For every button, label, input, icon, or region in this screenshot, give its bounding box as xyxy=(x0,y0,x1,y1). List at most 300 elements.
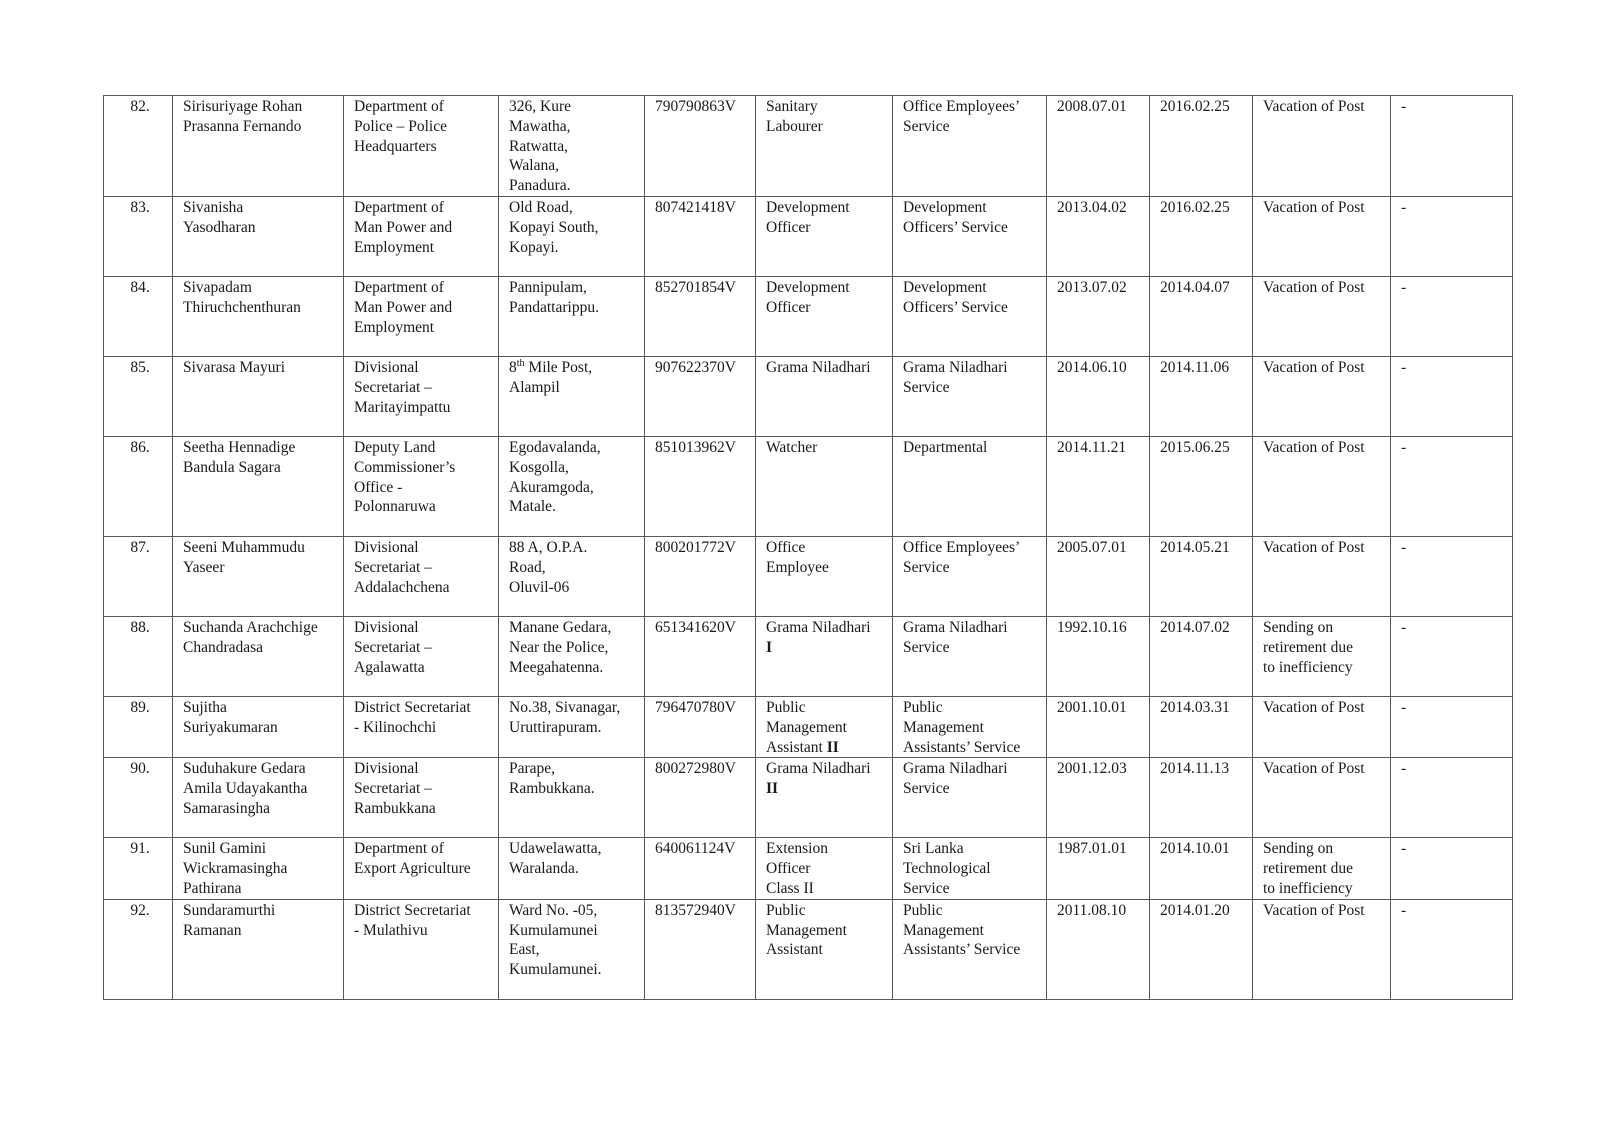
service-cell xyxy=(893,96,1047,197)
office-cell xyxy=(344,96,499,197)
table-row xyxy=(104,838,1513,899)
nic-cell xyxy=(645,536,756,616)
serial-number-cell xyxy=(104,616,173,696)
office-cell xyxy=(344,276,499,356)
appointed-date: 1992.10.16 xyxy=(1057,618,1127,636)
cell-line: Sivapadam xyxy=(183,278,252,296)
reason-cell xyxy=(1253,436,1391,536)
office-cell xyxy=(344,899,499,999)
cell-line: Management xyxy=(766,718,847,736)
cell-line: Sri Lanka xyxy=(903,840,964,858)
appointed-date-cell xyxy=(1047,899,1150,999)
cell-line: Export Agriculture xyxy=(354,860,471,878)
vacated-date: 2016.02.25 xyxy=(1160,98,1230,115)
cell-line: Officers’ Service xyxy=(903,218,1008,236)
vacated-date-cell xyxy=(1150,276,1253,356)
cell-line: Development xyxy=(903,278,987,296)
cell-line: Panadura. xyxy=(509,177,571,195)
remarks-cell xyxy=(1391,436,1513,536)
vacated-date-cell xyxy=(1150,696,1253,757)
cell-line: Class II xyxy=(766,879,814,897)
cell-line: Vacation of Post xyxy=(1263,198,1365,216)
address-cell xyxy=(499,838,645,899)
cell-line: Divisional xyxy=(354,618,419,636)
cell-line: Waralanda. xyxy=(509,860,579,878)
cell-line: Wickramasingha xyxy=(183,860,288,878)
cell-line: Vacation of Post xyxy=(1263,98,1365,115)
nic-cell xyxy=(645,838,756,899)
office-cell xyxy=(344,436,499,536)
cell-line: East, xyxy=(509,941,540,959)
cell-line: Alampil xyxy=(509,378,560,396)
serial-number: 92. xyxy=(130,901,150,919)
post-cell xyxy=(756,276,893,356)
cell-line: Technological xyxy=(903,860,991,878)
cell-line: Assistant xyxy=(766,941,823,959)
post-cell xyxy=(756,758,893,838)
serial-number: 86. xyxy=(130,438,150,456)
cell-line: Departmental xyxy=(903,438,988,456)
appointed-date: 2014.06.10 xyxy=(1057,358,1127,376)
cell-line: Rambukkana xyxy=(354,799,436,817)
nic-cell xyxy=(645,696,756,757)
cell-line: Kumulamunei. xyxy=(509,961,602,979)
nic-cell xyxy=(645,96,756,197)
records-table-body xyxy=(104,96,1513,1000)
cell-line: - Kilinochchi xyxy=(354,718,437,736)
name-cell xyxy=(173,899,344,999)
cell-line: Assistants’ Service xyxy=(903,738,1021,756)
cell-line: Yaseer xyxy=(183,558,225,576)
cell-line: Sujitha xyxy=(183,698,227,716)
cell-line: Suriyakumaran xyxy=(183,718,278,736)
reason-cell xyxy=(1253,899,1391,999)
serial-number-cell xyxy=(104,758,173,838)
cell-line: Public xyxy=(766,698,806,716)
remarks: - xyxy=(1401,358,1407,376)
name-cell xyxy=(173,758,344,838)
remarks: - xyxy=(1401,538,1407,556)
nic-number: 800201772V xyxy=(655,538,736,556)
vacated-date: 2015.06.25 xyxy=(1160,438,1230,456)
appointed-date-cell xyxy=(1047,536,1150,616)
remarks-cell xyxy=(1391,696,1513,757)
table-row xyxy=(104,96,1513,197)
serial-number: 91. xyxy=(130,840,150,858)
cell-line: Department of xyxy=(354,278,444,296)
vacated-date: 2014.01.20 xyxy=(1160,901,1230,919)
appointed-date: 2008.07.01 xyxy=(1057,98,1127,115)
cell-line: Department of xyxy=(354,198,444,216)
table-row xyxy=(104,356,1513,436)
cell-line: Kopayi. xyxy=(509,238,559,256)
remarks: - xyxy=(1401,760,1407,778)
cell-line: Management xyxy=(903,718,984,736)
serial-number-cell xyxy=(104,838,173,899)
post-cell xyxy=(756,436,893,536)
service-cell xyxy=(893,616,1047,696)
vacated-date-cell xyxy=(1150,356,1253,436)
service-cell xyxy=(893,276,1047,356)
appointed-date-cell xyxy=(1047,196,1150,276)
remarks-cell xyxy=(1391,96,1513,197)
cell-line: Service xyxy=(903,879,950,897)
service-cell xyxy=(893,899,1047,999)
cell-line: Udawelawatta, xyxy=(509,840,602,858)
cell-line: Sirisuriyage Rohan xyxy=(183,98,303,115)
cell-line: Development xyxy=(766,198,850,216)
service-cell xyxy=(893,536,1047,616)
nic-number: 640061124V xyxy=(655,840,736,858)
appointed-date: 2001.10.01 xyxy=(1057,698,1127,716)
serial-number-cell xyxy=(104,696,173,757)
cell-line: Mawatha, xyxy=(509,117,571,135)
cell-line: Sending on xyxy=(1263,618,1334,636)
post-cell xyxy=(756,616,893,696)
serial-number: 84. xyxy=(130,278,150,296)
reason-cell xyxy=(1253,356,1391,436)
vacated-date: 2014.11.13 xyxy=(1160,760,1230,778)
nic-number: 796470780V xyxy=(655,698,736,716)
appointed-date: 2014.11.21 xyxy=(1057,438,1127,456)
cell-line: Development xyxy=(903,198,987,216)
remarks-cell xyxy=(1391,536,1513,616)
serial-number-cell xyxy=(104,899,173,999)
vacated-date-cell xyxy=(1150,838,1253,899)
cell-line: Officer xyxy=(766,218,811,236)
cell-line: Seetha Hennadige xyxy=(183,438,296,456)
service-cell xyxy=(893,696,1047,757)
nic-number: 851013962V xyxy=(655,438,736,456)
cell-line: Manane Gedara, xyxy=(509,618,612,636)
cell-line: Divisional xyxy=(354,358,419,376)
remarks: - xyxy=(1401,840,1407,858)
serial-number-cell xyxy=(104,436,173,536)
cell-line: Pathirana xyxy=(183,879,242,897)
table-row xyxy=(104,696,1513,757)
vacated-date: 2014.10.01 xyxy=(1160,840,1230,858)
cell-line: Meegahatenna. xyxy=(509,658,604,676)
office-cell xyxy=(344,536,499,616)
cell-line: Rambukkana. xyxy=(509,780,595,798)
address-cell xyxy=(499,899,645,999)
name-cell xyxy=(173,536,344,616)
office-cell xyxy=(344,696,499,757)
records-table xyxy=(103,95,1513,1000)
post-grade: I xyxy=(766,638,773,656)
nic-cell xyxy=(645,758,756,838)
cell-line: Vacation of Post xyxy=(1263,901,1365,919)
cell-line: Office Employees’ xyxy=(903,98,1021,115)
nic-cell xyxy=(645,899,756,999)
cell-line: Headquarters xyxy=(354,137,437,155)
cell-line: Thiruchchenthuran xyxy=(183,298,301,316)
table-row xyxy=(104,899,1513,999)
vacated-date: 2014.03.31 xyxy=(1160,698,1230,716)
appointed-date-cell xyxy=(1047,436,1150,536)
address-cell xyxy=(499,758,645,838)
cell-line: Vacation of Post xyxy=(1263,278,1365,296)
serial-number-cell xyxy=(104,96,173,197)
remarks-cell xyxy=(1391,616,1513,696)
cell-line: 326, Kure xyxy=(509,98,571,115)
cell-line: District Secretariat xyxy=(354,698,471,716)
cell-line: Road, xyxy=(509,558,546,576)
serial-number-cell xyxy=(104,536,173,616)
cell-line: Sundaramurthi xyxy=(183,901,276,919)
cell-line xyxy=(766,738,886,758)
cell-line: Public xyxy=(903,698,943,716)
address-cell xyxy=(499,696,645,757)
office-cell xyxy=(344,616,499,696)
cell-line: Samarasingha xyxy=(183,799,270,817)
name-cell xyxy=(173,436,344,536)
cell-line: Management xyxy=(766,921,847,939)
cell-line: 88 A, O.P.A. xyxy=(509,538,588,556)
cell-line: Employment xyxy=(354,238,435,256)
cell-line: to inefficiency xyxy=(1263,879,1353,897)
name-cell xyxy=(173,356,344,436)
cell-line: Grama Niladhari xyxy=(766,760,871,778)
cell-line: Grama Niladhari xyxy=(766,358,871,376)
serial-number: 82. xyxy=(130,98,150,115)
nic-cell xyxy=(645,276,756,356)
remarks-cell xyxy=(1391,899,1513,999)
cell-line: Development xyxy=(766,278,850,296)
cell-line: Amila Udayakantha xyxy=(183,780,308,798)
cell-line: Service xyxy=(903,378,950,396)
office-cell xyxy=(344,838,499,899)
cell-line: Pannipulam, xyxy=(509,278,587,296)
appointed-date: 2013.07.02 xyxy=(1057,278,1127,296)
cell-line: Kosgolla, xyxy=(509,458,569,476)
table-row xyxy=(104,616,1513,696)
cell-line: Officer xyxy=(766,860,811,878)
cell-line: Officer xyxy=(766,298,811,316)
appointed-date-cell xyxy=(1047,616,1150,696)
cell-line: Service xyxy=(903,558,950,576)
remarks-cell xyxy=(1391,196,1513,276)
cell-line: Matale. xyxy=(509,498,556,516)
cell-line: Vacation of Post xyxy=(1263,438,1365,456)
vacated-date-cell xyxy=(1150,196,1253,276)
nic-number: 800272980V xyxy=(655,760,736,778)
reason-cell xyxy=(1253,276,1391,356)
nic-number: 813572940V xyxy=(655,901,736,919)
service-cell xyxy=(893,356,1047,436)
remarks: - xyxy=(1401,198,1407,216)
cell-line: retirement due xyxy=(1263,638,1353,656)
post-cell xyxy=(756,536,893,616)
cell-line: District Secretariat xyxy=(354,901,471,919)
appointed-date: 2005.07.01 xyxy=(1057,538,1127,556)
vacated-date: 2014.05.21 xyxy=(1160,538,1230,556)
nic-number: 790790863V xyxy=(655,98,736,115)
cell-line: Public xyxy=(766,901,806,919)
cell-line: Prasanna Fernando xyxy=(183,117,302,135)
serial-number: 88. xyxy=(130,618,150,636)
post-cell xyxy=(756,696,893,757)
cell-line: Grama Niladhari xyxy=(903,760,1008,778)
cell-line: Grama Niladhari xyxy=(903,618,1008,636)
cell-line: Grama Niladhari xyxy=(903,358,1008,376)
serial-number-cell xyxy=(104,196,173,276)
remarks: - xyxy=(1401,98,1407,115)
post-grade: II xyxy=(766,780,779,798)
cell-line: Assistants’ Service xyxy=(903,941,1021,959)
cell-line xyxy=(509,358,638,378)
vacated-date: 2014.11.06 xyxy=(1160,358,1230,376)
cell-line: Department of xyxy=(354,840,444,858)
remarks: - xyxy=(1401,438,1407,456)
reason-cell xyxy=(1253,696,1391,757)
cell-line: Oluvil-06 xyxy=(509,578,570,596)
vacated-date-cell xyxy=(1150,616,1253,696)
address-cell xyxy=(499,356,645,436)
cell-line: Uruttirapuram. xyxy=(509,718,602,736)
cell-line: Ratwatta, xyxy=(509,137,568,155)
post-cell xyxy=(756,356,893,436)
nic-number: 807421418V xyxy=(655,198,736,216)
cell-line: Ward No. -05, xyxy=(509,901,598,919)
remarks-cell xyxy=(1391,356,1513,436)
cell-line: Kumulamunei xyxy=(509,921,598,939)
vacated-date: 2014.07.02 xyxy=(1160,618,1230,636)
table-row xyxy=(104,536,1513,616)
office-cell xyxy=(344,356,499,436)
reason-cell xyxy=(1253,616,1391,696)
cell-line: - Mulathivu xyxy=(354,921,428,939)
cell-line: Parape, xyxy=(509,760,556,778)
cell-line: Secretariat – xyxy=(354,378,432,396)
serial-number: 83. xyxy=(130,198,150,216)
post-cell xyxy=(756,96,893,197)
cell-line: Ramanan xyxy=(183,921,242,939)
appointed-date-cell xyxy=(1047,356,1150,436)
cell-line: Office - xyxy=(354,478,403,496)
post-cell xyxy=(756,899,893,999)
reason-cell xyxy=(1253,838,1391,899)
cell-line: Addalachchena xyxy=(354,578,450,596)
cell-line: Sunil Gamini xyxy=(183,840,267,858)
address-cell xyxy=(499,96,645,197)
table-row xyxy=(104,196,1513,276)
vacated-date-cell xyxy=(1150,899,1253,999)
appointed-date: 2011.08.10 xyxy=(1057,901,1127,919)
appointed-date-cell xyxy=(1047,276,1150,356)
cell-line: Suchanda Arachchige xyxy=(183,618,318,636)
nic-number: 852701854V xyxy=(655,278,736,296)
cell-line: Employment xyxy=(354,318,435,336)
name-cell xyxy=(173,616,344,696)
cell-line: Labourer xyxy=(766,117,823,135)
cell-line: Public xyxy=(903,901,943,919)
cell-line: Service xyxy=(903,117,950,135)
vacated-date: 2016.02.25 xyxy=(1160,198,1230,216)
cell-line: Service xyxy=(903,780,950,798)
cell-line xyxy=(766,638,886,658)
appointed-date-cell xyxy=(1047,96,1150,197)
cell-line: Suduhakure Gedara xyxy=(183,760,306,778)
cell-line: retirement due xyxy=(1263,860,1353,878)
reason-cell xyxy=(1253,536,1391,616)
cell-line: Service xyxy=(903,638,950,656)
vacated-date-cell xyxy=(1150,96,1253,197)
serial-number: 85. xyxy=(130,358,150,376)
cell-line: Grama Niladhari xyxy=(766,618,871,636)
cell-line: Officers’ Service xyxy=(903,298,1008,316)
nic-cell xyxy=(645,616,756,696)
address-cell xyxy=(499,196,645,276)
cell-line: Vacation of Post xyxy=(1263,538,1365,556)
cell-line: Yasodharan xyxy=(183,218,256,236)
serial-number: 90. xyxy=(130,760,150,778)
vacated-date-cell xyxy=(1150,758,1253,838)
address-cell xyxy=(499,536,645,616)
cell-line: Management xyxy=(903,921,984,939)
remarks: - xyxy=(1401,698,1407,716)
cell-line: Walana, xyxy=(509,157,559,175)
cell-line: Vacation of Post xyxy=(1263,760,1365,778)
nic-number: 907622370V xyxy=(655,358,736,376)
ordinal-suffix: th xyxy=(516,357,525,369)
post-cell xyxy=(756,196,893,276)
cell-line: Maritayimpattu xyxy=(354,398,451,416)
remarks: - xyxy=(1401,618,1407,636)
cell-line: to inefficiency xyxy=(1263,658,1353,676)
cell-line: Vacation of Post xyxy=(1263,698,1365,716)
address-text: Mile Post, xyxy=(524,358,593,376)
cell-line: Secretariat – xyxy=(354,558,432,576)
nic-cell xyxy=(645,436,756,536)
nic-number: 651341620V xyxy=(655,618,736,636)
vacated-date-cell xyxy=(1150,436,1253,536)
cell-line: Old Road, xyxy=(509,198,573,216)
remarks: - xyxy=(1401,901,1407,919)
appointed-date: 2001.12.03 xyxy=(1057,760,1127,778)
office-cell xyxy=(344,196,499,276)
serial-number: 87. xyxy=(130,538,150,556)
reason-cell xyxy=(1253,758,1391,838)
cell-line: Office xyxy=(766,538,806,556)
cell-line: Agalawatta xyxy=(354,658,425,676)
serial-number-cell xyxy=(104,356,173,436)
cell-line: Bandula Sagara xyxy=(183,458,281,476)
address-cell xyxy=(499,616,645,696)
cell-line: Employee xyxy=(766,558,829,576)
serial-number-cell xyxy=(104,276,173,356)
nic-cell xyxy=(645,356,756,436)
cell-line: Chandradasa xyxy=(183,638,264,656)
remarks-cell xyxy=(1391,838,1513,899)
cell-line: Divisional xyxy=(354,760,419,778)
cell-line: Sivarasa Mayuri xyxy=(183,358,286,376)
remarks-cell xyxy=(1391,758,1513,838)
office-cell xyxy=(344,758,499,838)
cell-line: Near the Police, xyxy=(509,638,609,656)
appointed-date-cell xyxy=(1047,838,1150,899)
cell-line: Deputy Land xyxy=(354,438,436,456)
appointed-date: 2013.04.02 xyxy=(1057,198,1127,216)
cell-line: Police – Police xyxy=(354,117,447,135)
post-text: Assistant xyxy=(766,738,827,756)
service-cell xyxy=(893,196,1047,276)
cell-line: Office Employees’ xyxy=(903,538,1021,556)
cell-line: Sivanisha xyxy=(183,198,244,216)
address-number: 8 xyxy=(509,358,517,376)
cell-line: Sanitary xyxy=(766,98,818,115)
reason-cell xyxy=(1253,196,1391,276)
